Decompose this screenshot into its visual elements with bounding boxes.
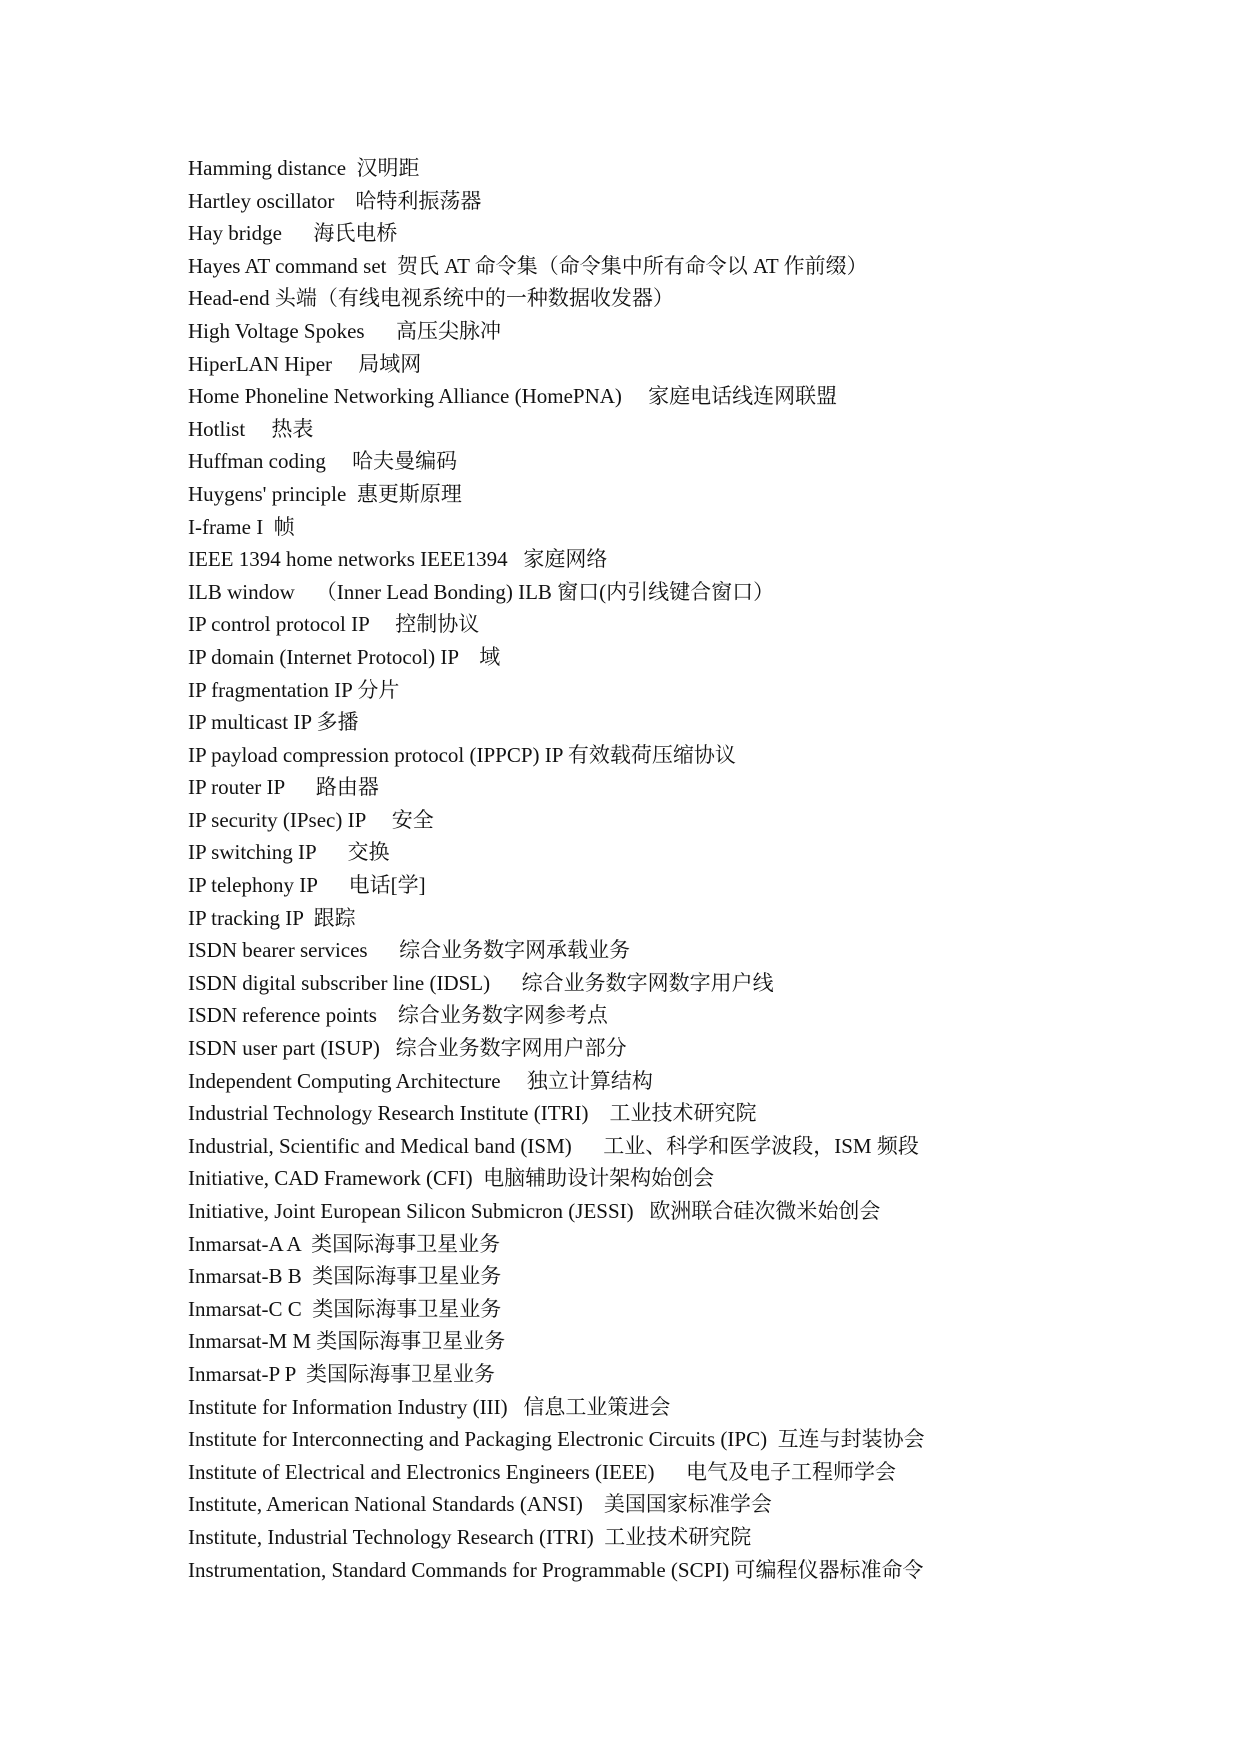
glossary-entry: Hotlist 热表 — [188, 416, 314, 441]
glossary-entry: HiperLAN Hiper 局域网 — [188, 351, 422, 376]
glossary-entry: Huffman coding 哈夫曼编码 — [188, 449, 458, 474]
glossary-entry: Institute, Industrial Technology Research (ITRI) 工业技术研究院 — [188, 1524, 752, 1549]
glossary-entry: Instrumentation, Standard Commands for Programmable (SCPI) 可编程仪器标准命令 — [188, 1557, 924, 1582]
glossary-entry: ISDN user part (ISUP) 综合业务数字网用户部分 — [188, 1036, 627, 1061]
glossary-entry: IP telephony IP 电话[学] — [188, 873, 426, 898]
glossary-entry: High Voltage Spokes 高压尖脉冲 — [188, 318, 502, 343]
glossary-entry: I-frame I 帧 — [188, 514, 295, 539]
glossary-entry: Inmarsat-B B 类国际海事卫星业务 — [188, 1264, 502, 1289]
glossary-entry: Industrial Technology Research Institute (ITRI) 工业技术研究院 — [188, 1101, 757, 1126]
glossary-entry: IP control protocol IP 控制协议 — [188, 612, 480, 637]
glossary-list — [188, 152, 1188, 1586]
glossary-entry: Institute for Interconnecting and Packaging Electronic Circuits (IPC) 互连与封装协会 — [188, 1427, 925, 1452]
glossary-entry: Institute for Information Industry (III) 信息工业策进会 — [188, 1394, 671, 1419]
glossary-entry: Hayes AT command set 贺氏 AT 命令集（命令集中所有命令以 AT 作前缀） — [188, 253, 868, 278]
glossary-entry: Institute of Electrical and Electronics Engineers (IEEE) 电气及电子工程师学会 — [188, 1459, 896, 1484]
glossary-entry: ISDN digital subscriber line (IDSL) 综合业务数字网数字用户线 — [188, 970, 774, 995]
glossary-entry: Independent Computing Architecture 独立计算结构 — [188, 1068, 653, 1093]
glossary-entry: IP tracking IP 跟踪 — [188, 905, 356, 930]
glossary-entry: Huygens' principle 惠更斯原理 — [188, 481, 462, 506]
glossary-entry: Inmarsat-P P 类国际海事卫星业务 — [188, 1361, 496, 1386]
glossary-entry: Initiative, CAD Framework (CFI) 电脑辅助设计架构始创会 — [188, 1166, 715, 1191]
glossary-entry: Head-end 头端（有线电视系统中的一种数据收发器） — [188, 286, 674, 311]
glossary-entry: IP security (IPsec) IP 安全 — [188, 807, 434, 832]
glossary-entry: Institute, American National Standards (ANSI) 美国国家标准学会 — [188, 1492, 772, 1517]
glossary-entry: IP fragmentation IP 分片 — [188, 677, 400, 702]
glossary-entry: Inmarsat-C C 类国际海事卫星业务 — [188, 1296, 502, 1321]
glossary-entry: IP multicast IP 多播 — [188, 710, 359, 735]
glossary-entry: Hartley oscillator 哈特利振荡器 — [188, 188, 482, 213]
glossary-entry: Home Phoneline Networking Alliance (HomePNA) 家庭电话线连网联盟 — [188, 384, 838, 409]
glossary-entry: IP router IP 路由器 — [188, 775, 379, 800]
glossary-entry: Inmarsat-A A 类国际海事卫星业务 — [188, 1231, 501, 1256]
glossary-entry: IEEE 1394 home networks IEEE1394 家庭网络 — [188, 547, 608, 572]
glossary-entry: IP domain (Internet Protocol) IP 域 — [188, 644, 501, 669]
glossary-entry: ISDN bearer services 综合业务数字网承载业务 — [188, 938, 631, 963]
glossary-entry: Hay bridge 海氏电桥 — [188, 221, 398, 246]
glossary-entry: IP payload compression protocol (IPPCP) IP 有效载荷压缩协议 — [188, 742, 736, 767]
glossary-entry: ILB window （Inner Lead Bonding) ILB 窗口(内引线键合窗口） — [188, 579, 775, 604]
glossary-entry: Inmarsat-M M 类国际海事卫星业务 — [188, 1329, 506, 1354]
glossary-entry: Industrial, Scientific and Medical band (ISM) 工业、科学和医学波段，ISM 频段 — [188, 1133, 919, 1158]
glossary-entry: Initiative, Joint European Silicon Submicron (JESSI) 欧洲联合硅次微米始创会 — [188, 1199, 881, 1223]
glossary-entry: Hamming distance 汉明距 — [188, 156, 420, 180]
glossary-entry: IP switching IP 交换 — [188, 840, 390, 865]
glossary-entry: ISDN reference points 综合业务数字网参考点 — [188, 1003, 608, 1028]
